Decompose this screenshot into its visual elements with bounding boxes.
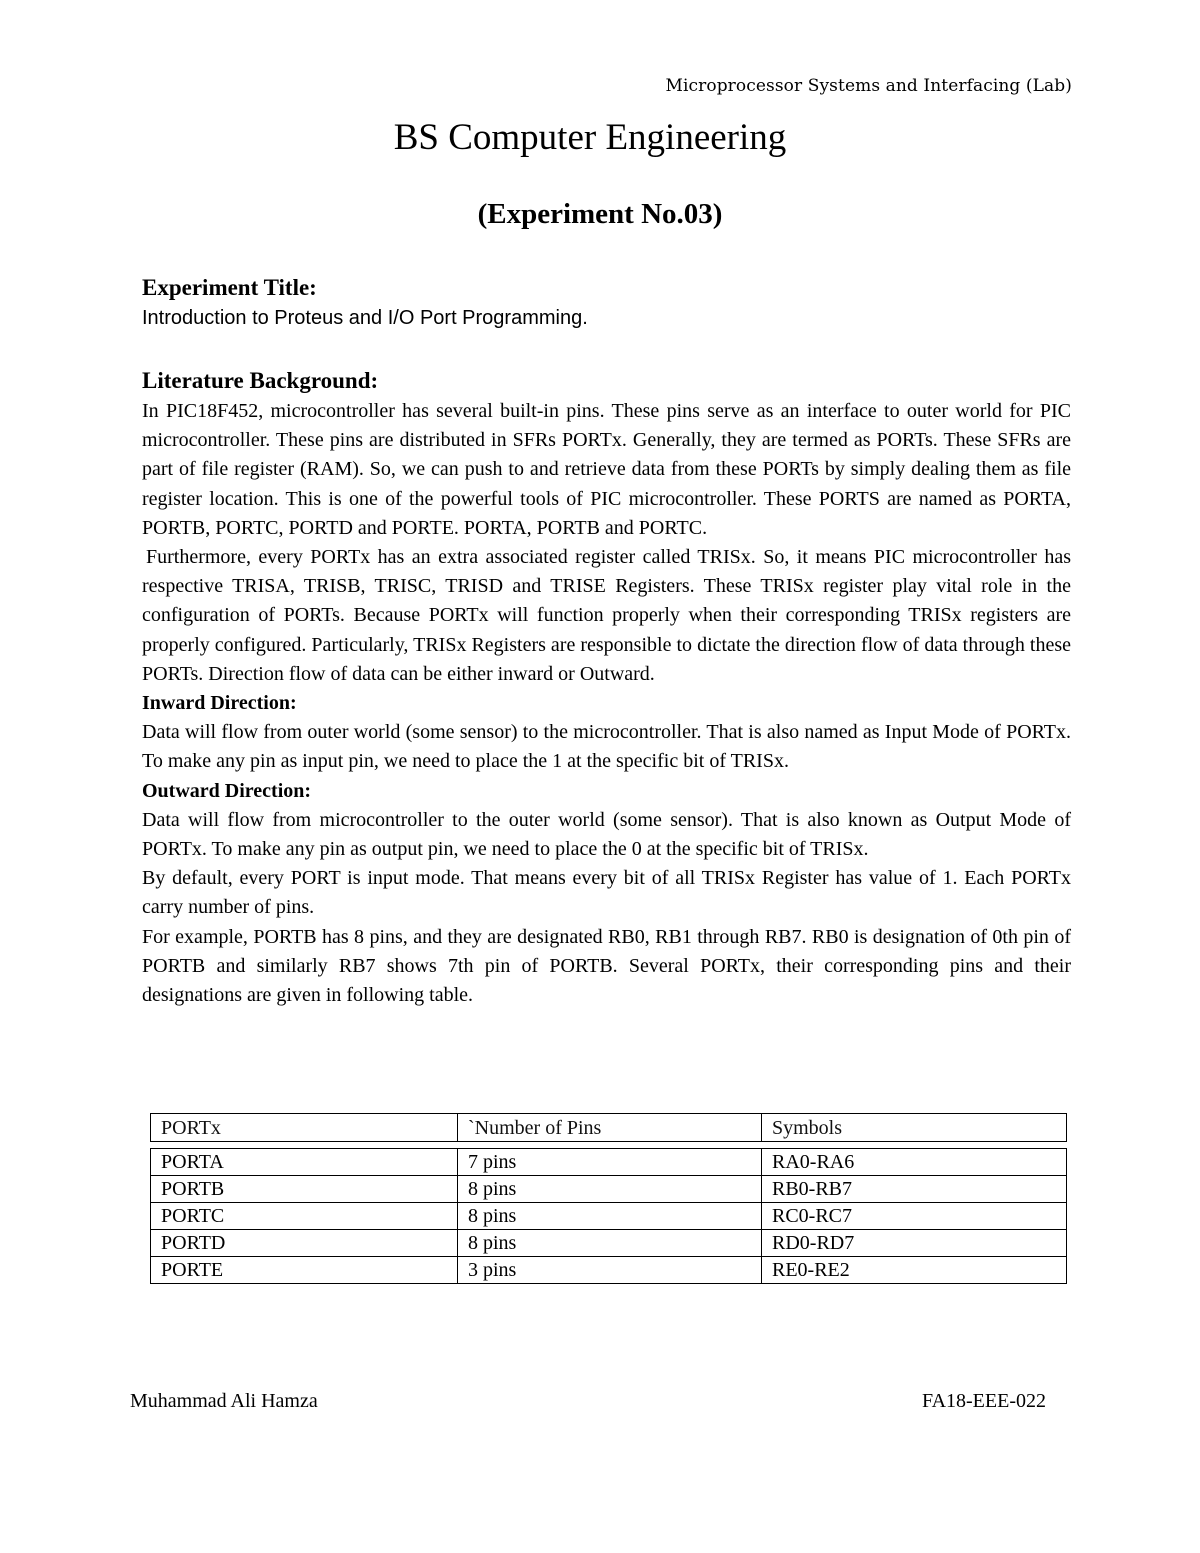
table-cell: 7 pins <box>458 1149 762 1176</box>
table-cell: 8 pins <box>458 1176 762 1203</box>
experiment-number: (Experiment No.03) <box>477 198 723 230</box>
inward-direction-text: Data will flow from outer world (some sensor) to the microcontroller. That is also named as Input Mode of PORTx. To make any pin as input pin, we need to place the 1 at the specific bit of TRISx. <box>142 721 1071 773</box>
document-title: BS Computer Engineering <box>393 117 787 158</box>
table-row <box>151 1176 1067 1203</box>
table-cell: RD0-RD7 <box>762 1230 1067 1257</box>
literature-heading: Literature Background: <box>142 368 379 393</box>
main-content <box>142 272 1071 1010</box>
inward-direction-heading: Inward Direction: <box>142 692 297 715</box>
table-header-cell: PORTx <box>151 1114 458 1142</box>
table-cell: PORTB <box>151 1176 458 1203</box>
footer-student-id: FA18-EEE-022 <box>921 1390 1046 1412</box>
table-row <box>151 1149 1067 1176</box>
ports-table <box>150 1113 1067 1284</box>
experiment-title-text: Introduction to Proteus and I/O Port Programming. <box>142 307 588 329</box>
default-mode-text: By default, every PORT is input mode. That means every bit of all TRISx Register has value of 1. Each PORTx carry number of pins. <box>142 867 1071 919</box>
table-row <box>151 1257 1067 1284</box>
table-cell: RA0-RA6 <box>762 1149 1067 1176</box>
table-cell: PORTA <box>151 1149 458 1176</box>
experiment-title-heading: Experiment Title: <box>142 275 317 300</box>
table-cell: RE0-RE2 <box>762 1257 1067 1284</box>
outward-direction-heading: Outward Direction: <box>142 779 312 802</box>
table-header-row <box>151 1114 1067 1142</box>
table-cell: 8 pins <box>458 1230 762 1257</box>
literature-paragraph-2: Furthermore, every PORTx has an extra associated register called TRISx. So, it means PIC microcontroller has respective TRISA, TRISB, TRISC, TRISD and TRISE Registers. These TRISx register play vital role in the configuration of PORTs. Because PORTx will function properly when their corresponding TRISx registers are properly configured. Particularly, TRISx Registers are responsible to dictate the direction flow of data through these PORTs. Direction flow of data can be either inward or Outward. <box>142 546 1071 685</box>
table-header-cell: Symbols <box>762 1114 1067 1142</box>
outward-direction-text: Data will flow from microcontroller to the outer world (some sensor). That is also known as Output Mode of PORTx. To make any pin as output pin, we need to place the 0 at the specific bit of TRISx. <box>142 808 1071 861</box>
table-cell: RC0-RC7 <box>762 1203 1067 1230</box>
table-cell: RB0-RB7 <box>762 1176 1067 1203</box>
table-cell: PORTC <box>151 1203 458 1230</box>
table-header-cell: `Number of Pins <box>458 1114 762 1142</box>
page-header: Microprocessor Systems and Interfacing (Lab) <box>665 76 1072 96</box>
table-cell: 8 pins <box>458 1203 762 1230</box>
table-cell: PORTE <box>151 1257 458 1284</box>
literature-paragraph-1: In PIC18F452, microcontroller has several built-in pins. These pins serve as an interface to outer world for PIC microcontroller. These pins are distributed in SFRs PORTx. Generally, they are termed as PORTs. These SFRs are part of file register (RAM). So, we can push to and retrieve data from these PORTs by simply dealing them as file register location. This is one of the powerful tools of PIC microcontroller. These PORTS are named as PORTA, PORTB, PORTC, PORTD and PORTE. PORTA, PORTB and PORTC. <box>142 400 1071 539</box>
table-spacer-row <box>151 1142 1067 1149</box>
example-text: For example, PORTB has 8 pins, and they are designated RB0, RB1 through RB7. RB0 is designation of 0th pin of PORTB and similarly RB7 shows 7th pin of PORTB. Several PORTx, their corresponding pins and their designations are given in following table. <box>142 925 1071 1007</box>
table-row <box>151 1230 1067 1257</box>
table-row <box>151 1203 1067 1230</box>
table-cell: 3 pins <box>458 1257 762 1284</box>
table-cell: PORTD <box>151 1230 458 1257</box>
footer-author-name: Muhammad Ali Hamza <box>130 1390 318 1412</box>
